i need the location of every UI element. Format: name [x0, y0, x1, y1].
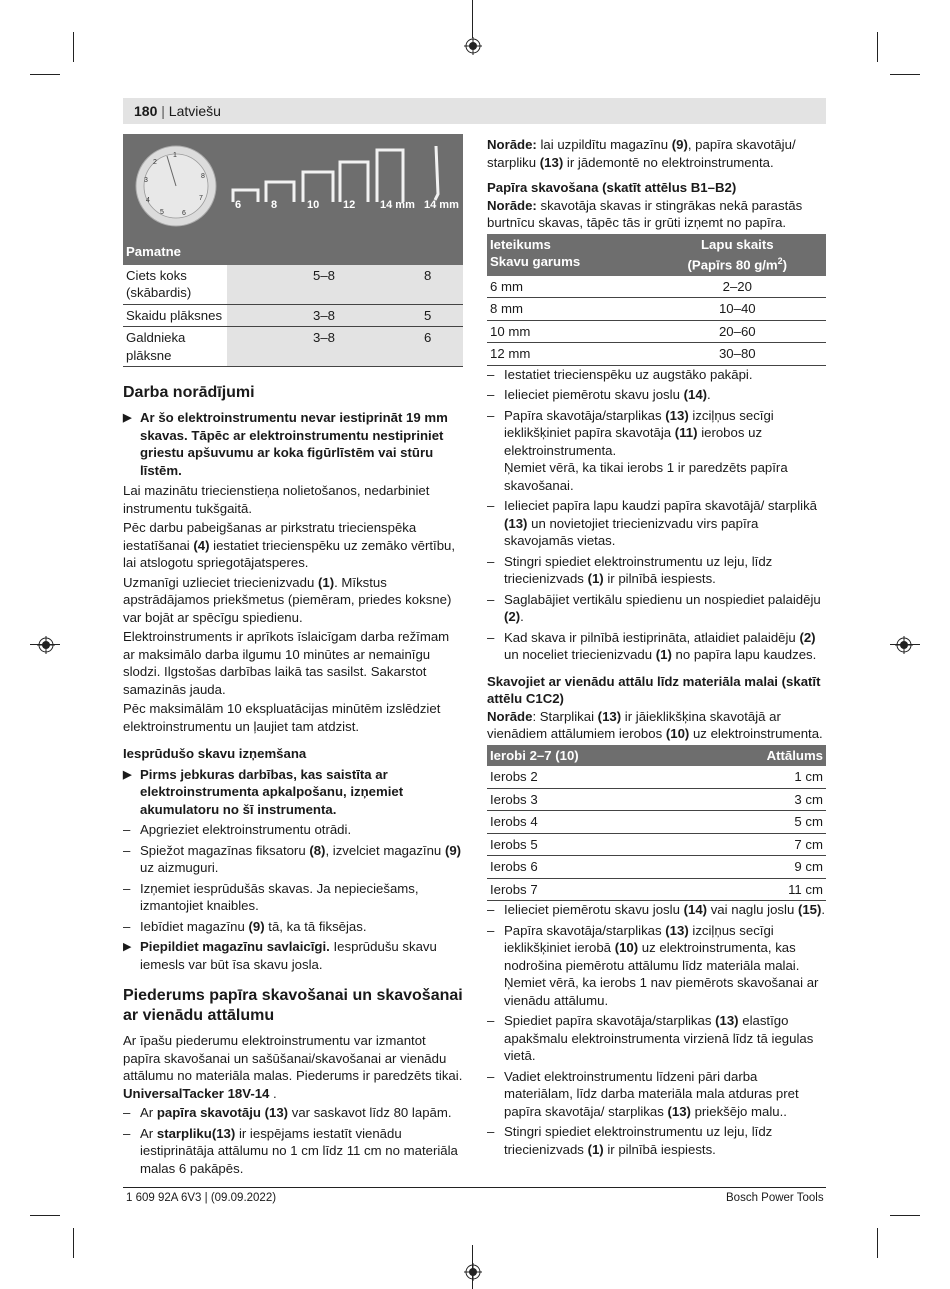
list-item: – Iestatiet triecienspēku uz augstāko pakāpi. — [487, 366, 753, 382]
table-row: Ierobs 7 11 cm — [487, 878, 826, 901]
list-item: – Kad skava ir pilnībā iestiprināta, atlaidiet palaidēju (2) un noceliet triecienizvadu (1) no papīra lapu kaudzes. — [487, 629, 817, 663]
table-cell: 5 — [421, 304, 463, 327]
crop-mark — [472, 0, 473, 38]
table-header: Ieteikums Skavu garums — [490, 236, 581, 269]
crop-mark — [890, 74, 920, 75]
section-heading: Darba norādījumi — [123, 384, 255, 401]
staple-length-table — [487, 234, 826, 366]
staple-label: 12 — [343, 199, 356, 211]
registration-mark-icon — [464, 37, 482, 55]
table-cell: 5–8 — [227, 265, 421, 305]
list-item: – Iebīdiet magazīnu (9) tā, ka tā fiksējas. — [123, 918, 367, 934]
subsection-heading: Skavojiet ar vienādu attālu līdz materiāla malai (skatīt attēlu C1C2) — [487, 673, 821, 707]
paragraph: Elektroinstruments ir aprīkots īslaicīgam darba režīmam ar maksimālo darba ilgumu 10 minūtes ar nemainīgu slodzi. Ilgstošas darbības laikā tas sasilst. Sakarstot samazinās jauda. — [123, 629, 450, 697]
table-row: Ierobs 4 5 cm — [487, 811, 826, 834]
dial-number: 8 — [201, 173, 205, 180]
page-header-bar — [123, 98, 826, 124]
footer-rule — [123, 1187, 826, 1188]
table-cell: Skaidu plāksnes — [123, 304, 227, 327]
table-cell: 6 — [421, 327, 463, 367]
crop-mark — [30, 74, 60, 75]
table-header: Lapu skaits (Papīrs 80 $g/m^2$) — [687, 236, 788, 273]
table-header-row — [487, 234, 826, 276]
registration-mark-icon — [37, 636, 55, 654]
list-item: – Izņemiet iesprūdušās skavas. Ja nepieciešams, izmantojiet knaibles. — [123, 880, 419, 913]
table-row: Ierobs 3 3 cm — [487, 788, 826, 811]
warning-item: ▶ Pirms jebkuras darbības, kas saistīta ar elektroinstrumenta apkalpošanu, izņemiet akumulatoru no šī instrumenta. — [123, 766, 404, 817]
page-number: 180 — [134, 103, 158, 119]
list-item: – Ielieciet piemērotu skavu joslu (14) vai naglu joslu (15). — [487, 902, 826, 918]
list-item: – Spiežot magazīnas fiksatoru (8), izvelciet magazīnu (9) uz aizmuguri. — [123, 842, 462, 875]
staple-label: 8 — [271, 199, 278, 211]
note-paragraph: Norāde: lai uzpildītu magazīnu (9), papīra skavotāju/ starpliku (13) ir jādemontē no elektroinstrumenta. — [487, 137, 796, 170]
staple-label: 6 — [235, 199, 242, 211]
dial-number: 5 — [160, 209, 164, 216]
crop-mark — [73, 1228, 74, 1258]
table-header: Pamatne — [123, 239, 463, 265]
dial-number: 6 — [182, 210, 186, 217]
list-item: – Papīra skavotāja/starplikas (13) izciļņus secīgi ieklikšķiniet ierobā (10) uz elektroinstrumenta, kas nodrošina piemērotu attālumu līdz materiāla malai. Ņemiet vērā, ka ierobs 1 nav piemērots skavošanai ar vienādu attālumu. — [487, 922, 819, 1008]
registration-mark-icon — [895, 636, 913, 654]
paragraph: Uzmanīgi uzlieciet triecienizvadu (1). Mīkstus apstrādājamos priekšmetus (piemēram, priedes koksne) var bojāt ar spēcīgu spiedienu. — [123, 574, 452, 625]
warning-item: ▶ Piepildiet magazīnu savlaicīgi. Iesprūdušu skavu iemesls var būt īsa skavu josla. — [123, 939, 437, 972]
note-paragraph: Norāde: skavotāja skavas ir stingrākas nekā parastās burtnīcu skavas, tāpēc tās ir grūti izņemt no papīra. — [487, 197, 803, 230]
footer-doc-id: 1 609 92A 6V3 | (09.09.2022) — [126, 1192, 277, 1204]
staple-figure — [123, 134, 463, 239]
list-item: – Ar papīra skavotāju (13) var saskavot līdz 80 lapām. — [123, 1105, 452, 1120]
dial-number: 3 — [144, 177, 148, 184]
paragraph: Lai mazinātu triecienstieņa nolietošanos, nedarbiniet instrumentu tukšgaitā. — [123, 483, 430, 516]
dial-number: 1 — [173, 152, 177, 159]
table-row — [123, 265, 463, 305]
staple-label: 10 — [307, 199, 320, 211]
table-row: 8 mm 10–40 — [487, 298, 826, 321]
paragraph: Pēc maksimālām 10 ekspluatācijas minūtēm izslēdziet elektroinstrumentu un ļaujiet tam atdzist. — [123, 701, 441, 734]
note-paragraph: Norāde: Starplikai (13) ir jāieklikšķina skavotājā ar vienādiem attālumiem ierobos (10) uz elektroinstrumenta. — [487, 708, 823, 742]
table-row: Ierobs 5 7 cm — [487, 833, 826, 856]
subsection-heading: Papīra skavošana (skatīt attēlus B1–B2) — [487, 180, 737, 195]
table-row — [123, 304, 463, 327]
crop-mark — [890, 1215, 920, 1216]
list-item: – Vadiet elektroinstrumentu līdzeni pāri darba materiālam, līdz darba materiāla mala atduras pret papīra skavotāja/ starplikas (13) priekšējo malu.. — [487, 1068, 799, 1119]
triangle-bullet-icon: ▶ — [123, 941, 132, 953]
table-header-row — [487, 745, 826, 767]
table-row — [123, 327, 463, 367]
table-cell: Ciets koks (skābardis) — [123, 265, 227, 305]
base-material-table — [123, 239, 463, 367]
warning-item: ▶ Ar šo elektroinstrumentu nevar iestiprināt 19 mm skavas. Tāpēc ar elektroinstrumentu nestipriniet griestu apšuvumu ar koka figūrlīstēm vai stūru līstēm. — [123, 410, 448, 478]
list-item: – Ielieciet papīra lapu kaudzi papīra skavotājā/ starplikā (13) un novietojiet triecienizvadu virs papīra skavojamās vietas. — [487, 498, 818, 549]
crop-mark — [877, 32, 878, 62]
staple-label: 14 mm — [380, 199, 415, 211]
right-column — [487, 136, 826, 1161]
dial-number: 2 — [153, 159, 157, 166]
header-language: Latviešu — [168, 103, 221, 119]
left-column — [123, 134, 463, 1180]
table-cell: 3–8 — [227, 327, 421, 367]
table-row: 12 mm 30–80 — [487, 343, 826, 366]
section-heading: Piederums papīra skavošanai un skavošanai ar vienādu attālumu — [123, 987, 463, 1024]
registration-mark-icon — [464, 1263, 482, 1281]
list-item: – Papīra skavotāja/starplikas (13) izciļņus secīgi ieklikšķiniet papīra skavotāja (11) ierobos uz elektroinstrumenta. Ņemiet vērā, ka tikai ierobs 1 ir paredzēts papīra skavošanai. — [487, 407, 788, 493]
table-row: Ierobs 6 9 cm — [487, 856, 826, 879]
list-item: – Apgrieziet elektroinstrumentu otrādi. — [123, 822, 352, 837]
list-item: – Stingri spiediet elektroinstrumentu uz leju, līdz triecienizvads (1) ir pilnībā iespiests. — [487, 553, 773, 587]
dial-number: 4 — [146, 197, 150, 204]
slot-distance-table — [487, 745, 826, 902]
list-item: – Ar starpliku(13) ir iespējams iestatīt vienādu iestiprinātāja attālumu no 1 cm līdz 11 cm no materiāla malas 6 pakāpēs. — [123, 1125, 458, 1176]
page-header: 180 | Latviešu — [134, 103, 221, 119]
triangle-bullet-icon: ▶ — [123, 412, 132, 424]
crop-mark — [30, 1215, 60, 1216]
table-header: Attālums — [766, 747, 823, 763]
staple-label: 14 mm — [424, 199, 459, 211]
paragraph: Pēc darbu pabeigšanas ar pirkstratu triecienspēka iestatīšanai (4) iestatiet triecienspēku uz zemāko vērtību, lai atslogotu spriegotājatsperes. — [123, 520, 456, 570]
footer-brand: Bosch Power Tools — [726, 1192, 824, 1204]
table-cell: 3–8 — [227, 304, 421, 327]
list-item: – Saglabājiet vertikālu spiedienu un nospiediet palaidēju (2). — [487, 591, 821, 625]
dial-number: 7 — [199, 195, 203, 202]
subsection-heading: Iesprūdušo skavu izņemšana — [123, 746, 307, 761]
table-header: Ierobi 2–7 (10) — [490, 747, 579, 763]
list-item: – Ielieciet piemērotu skavu joslu (14). — [487, 387, 711, 403]
table-row: Ierobs 2 1 cm — [487, 766, 826, 788]
list-item: – Stingri spiediet elektroinstrumentu uz leju, līdz triecienizvads (1) ir pilnībā iespiests. — [487, 1124, 773, 1157]
table-cell: Galdnieka plāksne — [123, 327, 227, 367]
list-item: – Spiediet papīra skavotāja/starplikas (13) elastīgo apakšmalu elektroinstrumenta virzienā līdz tā iegulas vietā. — [487, 1013, 814, 1064]
table-row: 6 mm 2–20 — [487, 276, 826, 298]
table-cell: 8 — [421, 265, 463, 305]
triangle-bullet-icon: ▶ — [123, 768, 132, 781]
table-row: 10 mm 20–60 — [487, 320, 826, 343]
impact-dial-and-staples-illustration — [123, 134, 463, 239]
crop-mark — [73, 32, 74, 62]
paragraph: Ar īpašu piederumu elektroinstrumentu var izmantot papīra skavošanai un sašūšanai/skavošanai ar vienādu attālumu no materiāla malas. Piederums ir paredzēts tikai. UniversalTacker 18V-14 . — [123, 1033, 463, 1101]
crop-mark — [877, 1228, 878, 1258]
